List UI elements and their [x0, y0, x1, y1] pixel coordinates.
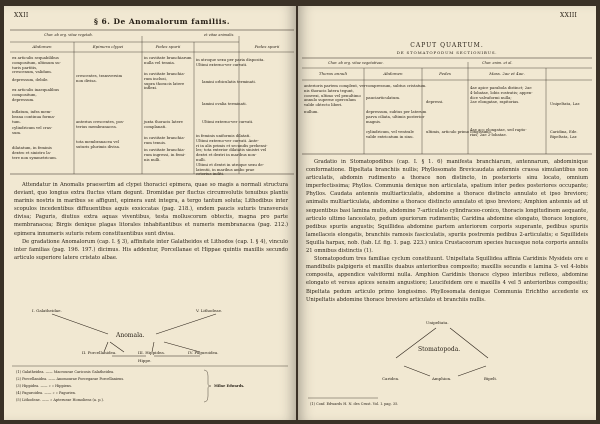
- left-cell: dilatatum, in feminis dextro et sinistro la- tere non symmetricum.: [12, 145, 57, 160]
- legend-rules: [4, 6, 296, 420]
- left-cell: in caviitate branchia- rum tenuis.: [144, 135, 185, 145]
- page-number-left: XXII: [14, 12, 29, 19]
- right-cell: Unipeltata, Lar.: [550, 101, 581, 106]
- legend-row: (5) Lithodeae. —— » Apterurae Homoliens (a. p.).: [16, 398, 105, 402]
- left-cell: in utroque sexu per paria disposita. Ultimi externo-ver curvati.: [196, 57, 265, 67]
- left-table-superheader-1: Char. ab org. vitae regetab.: [44, 33, 93, 37]
- left-cell: Ultimi externo-ver curvati.: [202, 119, 254, 124]
- footnote: (1) Conf. Edwards H. N. des Crust. Vol. I. pag. 35.: [310, 402, 399, 406]
- diagram-node-caridea: Caridea.: [382, 376, 400, 381]
- left-col-header-2: Epimera clypei: [92, 44, 124, 49]
- right-cell: ultimis, articulo primo longissimo.: [426, 129, 492, 134]
- left-col-header-3: Pedes spurii: [155, 44, 181, 49]
- right-paragraph-2: Stomatopodum tres familiae cyclum constituunt. Unipeltata Squillidea affinia Caridinis Mysideis ore e mandibulis palpigeris et maxillis duabus anterioribus composito; maxillis secundis e lamina 3- vel 4-lobis composita, appendice valviformi nulla. Amphion Caridinis thorace clypeo interibus reflexo, abdomine elongato et versus apices sensim angustiore; Leucifeidem ore e maxillis 4 vel 5 anterioribus compositis; Bipeltata pedum articulo primo longissimo. Phyllosomata denique Communia Erichtho accedente ex Unipeltatis abdomine thorace breviore articulato et branchiis nullis.: [306, 256, 588, 303]
- right-cell: anterioris partem complent, ver- nis thoracis latera tegunt, convexi, ultimo vel penultimo annulo superne operculum valde obtecto liberi.: [304, 83, 367, 108]
- left-cell: in feminis uniformis dilatati. Ultimi externo-ver curvati. Ante- ri in alis primis et secundis prehensi- les; tota exterior dilatatis sinistri vel dextri et dextri in maribus non- nulli. Ultimi et dextri in utroque sexu de- latentii, in maribus ambo prae ceterius inditi.: [196, 133, 268, 177]
- diagram-node-unipeltata: Unipeltata.: [426, 320, 449, 325]
- diagram-node-hippe: Hippe.: [138, 358, 152, 363]
- left-cell: in caviitate branchia- rum inclusi, supra thoracis latere inflexi.: [144, 71, 185, 91]
- left-cell: lamini orbiculatis terminati.: [202, 79, 256, 84]
- left-cell: ex articulis sequabilibus compositum, ultimum su- turis partitis, crescenum, validum.: [12, 55, 61, 75]
- chapter-title: CAPUT QUARTUM.: [410, 42, 484, 49]
- diagram-node-paguroidea: IV. Paguroidea.: [188, 350, 219, 355]
- right-page: [298, 6, 596, 420]
- chapter-subtitle: DE STOMATOPODUM SECTIONIBUS.: [396, 50, 498, 55]
- legend-row: (3) Hippidea. —— » » Hippiens.: [16, 384, 73, 388]
- left-cell: juxta thoracis latere complanati.: [144, 119, 183, 129]
- right-cell: 4ae apice parabola distinct; 2ae 4-lobatae, lobis rostratis; appen- dice valvaformi nulla; 2ae elongatae, rapitorias.: [470, 85, 533, 105]
- left-table-superheader-2: et vitae animalis.: [204, 33, 235, 37]
- section-title: § 6. De Anomalorum familiis.: [94, 17, 230, 26]
- left-cell: crescentes, transversim non divisa.: [76, 73, 123, 83]
- page-number-right: XXIII: [560, 12, 578, 19]
- right-col-header-4: Mass. 2ae et 4ae.: [489, 71, 525, 76]
- left-cell: inflatum, infra mem- brana continua forma- tum.: [12, 109, 56, 124]
- legend-author: Milne Edwards.: [214, 384, 245, 388]
- diagram-node-bipelt: Bipelt.: [484, 376, 498, 381]
- right-cell: depressum, subtus per laterum parva ciliata, ultimis posterior magnis.: [366, 109, 427, 124]
- diagram-node-lithodeae: V. Lithodeae.: [196, 308, 223, 313]
- left-cell: ex articulis inaequalibus compositum, depressum.: [12, 87, 60, 102]
- left-cell: in caviitate branchia- rum ingressi, in femi- nis nulli.: [144, 147, 186, 162]
- right-col-header-2: Abdomen: [383, 71, 403, 76]
- diagram-node-amphion: Amphion.: [432, 376, 452, 381]
- left-cell: in caviitate branchiarum nulla vel tenuia.: [144, 55, 192, 65]
- left-page: [4, 6, 296, 420]
- right-col-header-3: Pedes: [439, 71, 451, 76]
- diagram-center-anomala: Anomala.: [116, 332, 145, 339]
- diagram-center-stomatopoda: Stomatopoda.: [418, 346, 461, 353]
- right-cell: compressum, subtus cristatum.: [366, 83, 427, 88]
- left-col-header-4: Pedes spurii: [254, 44, 280, 49]
- diagram-node-porcellanidea: II. Porcellanidea.: [82, 350, 117, 355]
- legend-row: (1) Galatheidea. —— Macrourae Caricosis Galatheidea.: [16, 370, 115, 374]
- right-cell: Caridina, Ede. Bipeltata, Lar.: [550, 129, 578, 139]
- left-paragraph-1: Attendatur in Anomalis praesertim ad clypei thoracici epimera, quae so magis a normali structura deviant, quo longius extra fluctus vitam degunt. Dromiidae per fluctus circumvolutis tenuibus plantis marinis nostris in maribus se affigunt, epimera sunt integra, a tergo tantum soluta; Lithodibus inter scopulos incedentibus diffuuentibus aquis exsiccatas (pag. 218.), endem paucis suturis transversis divisa; Paguris, diutius extra aquas viventibus, testa molluscorum obtectis, magna pro parte membranacea; Birgis denique plagas litorales inhabitantibus et numeris membranacea (pag. 212.) epimera innumeris suturis retem constituentibus sunt divisa.: [14, 182, 288, 237]
- left-cell: tota membranacea vel suturis plurimis divisa.: [76, 139, 121, 149]
- left-cell: cylindricum vel cras- sum.: [12, 125, 53, 135]
- diagram-node-galatheidae: I. Galatheidae.: [32, 308, 62, 313]
- right-paragraph-1: Gradatio in Stomatopodibus (cap. I. § 1. 6) manifesta branchiarum, antennarum, abdominique conformatione. Bipeltata branchiis nullis; Phyllosomate Brevicaudata antennis crassa simulantibus non articulatis, abdomin rudimento a thorace non distincto, in posterioris sinu locato, omnium imperfectissima; Phyllos. Communia denique non articulata, spatium inter pedes posteriores occupante; Phyllos. Caudata antennis multiarticulatis, abdomine a thorace distincto annulato et ipso breviore; animalis multiarticulata, abdomine a thorace distincto annulato et ipso breviore; Amphion antennis ad ut sequentibus basi lamina mutis, abdomine 7-articulato cylindraceo-conico, thoracis longitudinem aequante, articulo ultimo lanceolato, pedum spuriorum rudimentis; Caridina abdomine elongato, thorace longiore, pedibus spuriis angustis; Squillidea abdomine partem anteriorem corporis superante, pedibus spuriis lamellaceis elongatis, branchiis ramosis fasciculatis, spuriis postremis pedibus 2-articulatis; e Squillideis Squilla harpax, nob. (tab. Lf. fig. 1. pag. 223.) unica Crustaceorum species hucusque nota corporis annulis 21 omnibus distinctis (1).: [306, 159, 588, 255]
- right-col-header-1: Thorax annuli: [318, 71, 348, 76]
- legend-row: (4) Paguroidea. —— » » Pagurien.: [16, 391, 77, 395]
- footnote-rule: [298, 6, 596, 420]
- right-table-superheader-2: Char. anim. et al.: [482, 61, 513, 65]
- right-cell: cylindricum, vel ventrale valde extricatum in sinu.: [366, 129, 414, 139]
- left-cell: anterius crescentes, pos- terius membranacea.: [76, 119, 125, 129]
- right-cell: pauciarticulatum.: [366, 95, 401, 100]
- right-cell: nullum.: [304, 109, 319, 114]
- left-paragraph-2: De gradatione Anomalorum (cap. I. § 3), affinitate inter Galatheidos et Lithodos (cap. I. § 4), vinculo inter familias (pag. 196. 197.) dicimus. His addentur, Porcellanae et Hippae quintis maxillis secundo articulo superiore latere cristato albae.: [14, 238, 288, 261]
- right-table-superheader-1: Char. ab org. vitae vegetativae.: [328, 61, 384, 65]
- right-cell: depressi.: [426, 99, 444, 104]
- left-cell: lamini ovalia terminati.: [202, 101, 247, 106]
- left-cell: depressum, debile.: [12, 77, 49, 82]
- diagram-node-hippidea: III. Hippidea.: [138, 350, 166, 355]
- right-cell: 4ae acc elongatae, sed rapto- rias; 2ae 2-lobatae.: [470, 127, 527, 137]
- left-col-header-1: Abdomen: [32, 44, 52, 49]
- legend-row: (2) Porcellanidea. —— Anomourae Porcegarae Porcellaniens.: [16, 377, 125, 381]
